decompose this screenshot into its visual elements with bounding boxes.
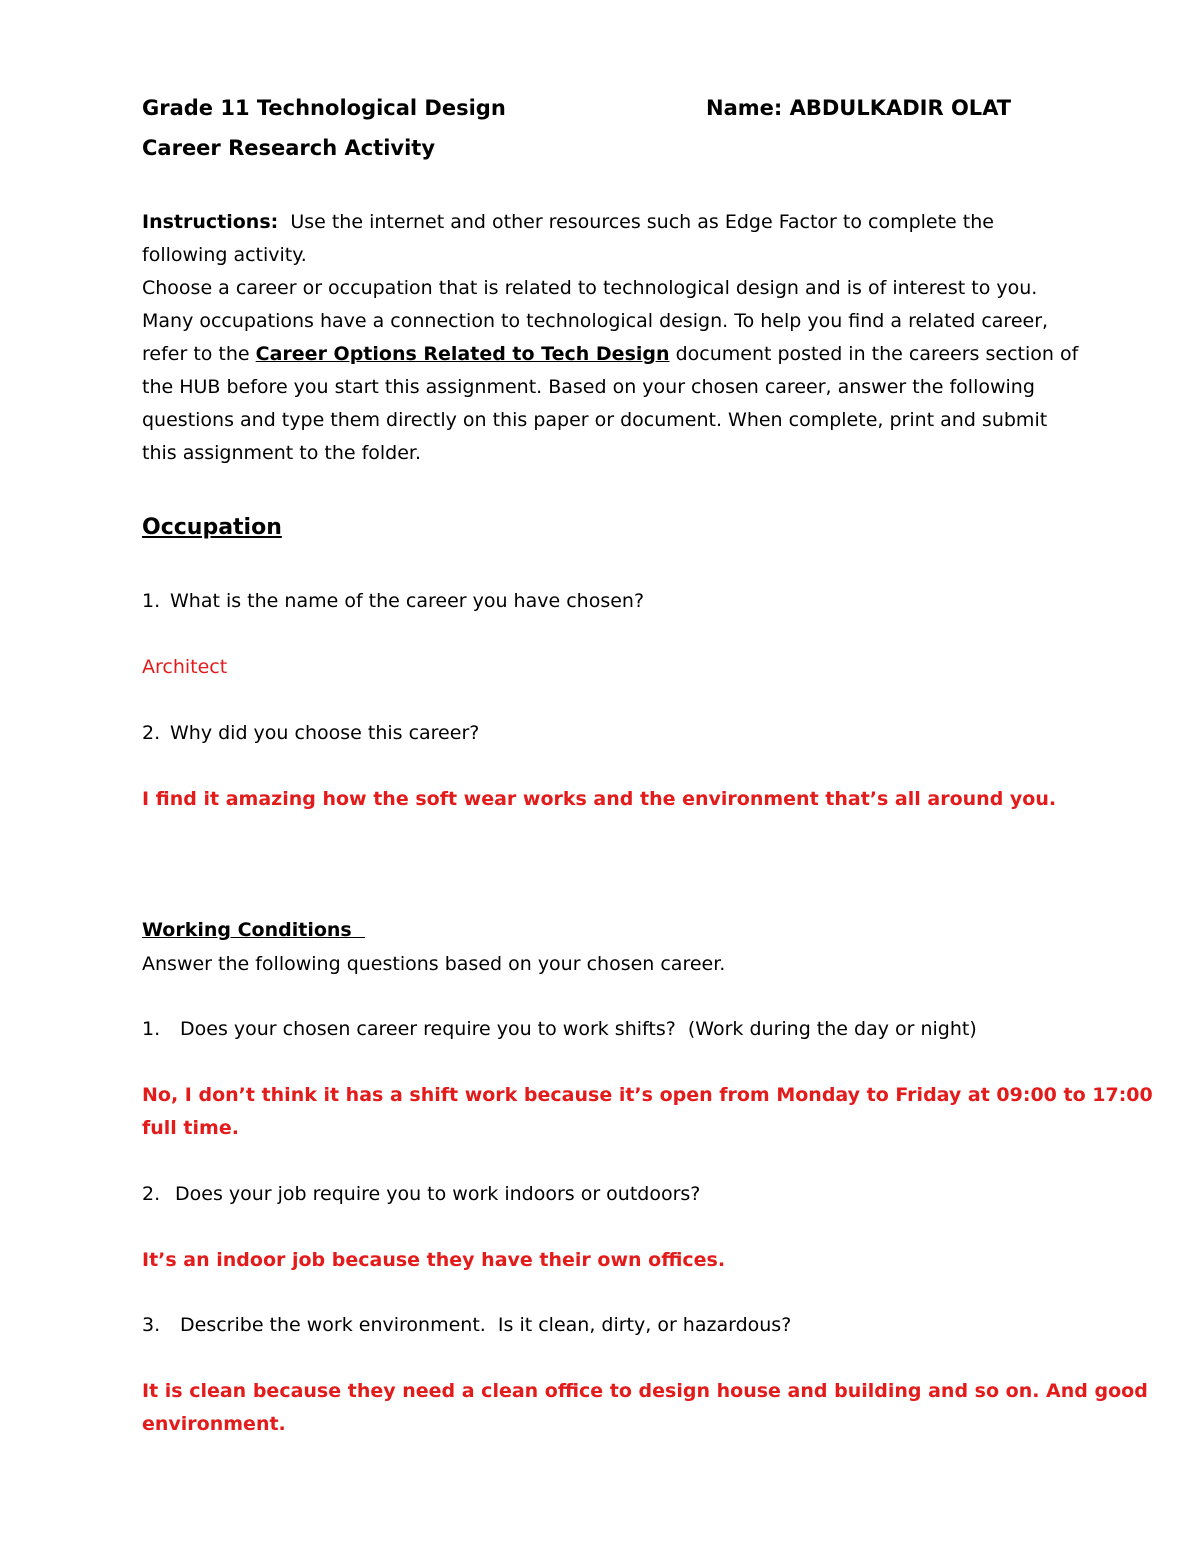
occupation-question-2: [142, 717, 479, 750]
working-conditions-heading: Working Conditions: [142, 919, 365, 941]
question-text: Why did you choose this career?: [170, 722, 480, 744]
instructions-line-7: questions and type them directly on this paper or document. When complete, print and submit: [142, 409, 1048, 431]
question-number: 1.: [142, 590, 161, 612]
working-question-2: [142, 1178, 700, 1211]
working-answer-3-line-1: It is clean because they need a clean office to design house and building and so on. And good: [142, 1380, 1148, 1402]
occupation-answer-2: I find it amazing how the soft wear works and the environment that’s all around you.: [142, 788, 1057, 810]
question-text: Does your job require you to work indoors or outdoors?: [175, 1183, 701, 1205]
course-title: Grade 11 Technological Design: [142, 96, 506, 120]
working-answer-1-line-1: No, I don’t think it has a shift work because it’s open from Monday to Friday at 09:00 to 17:00: [142, 1084, 1153, 1106]
instructions-line-5: [142, 338, 1078, 371]
question-text: Does your chosen career require you to work shifts? (Work during the day or night): [180, 1018, 977, 1040]
instructions-text-5b: document posted in the careers section of: [669, 343, 1079, 365]
working-answer-2: It’s an indoor job because they have their own offices.: [142, 1249, 726, 1271]
instructions-line-3: Choose a career or occupation that is related to technological design and is of interest to you.: [142, 277, 1038, 299]
instructions-line-1: [142, 206, 994, 239]
working-answer-1-line-2: full time.: [142, 1117, 239, 1139]
working-question-1: [142, 1013, 977, 1046]
instructions-text-1: Use the internet and other resources such as Edge Factor to complete the: [278, 211, 994, 233]
occupation-question-1: [142, 585, 644, 618]
working-question-3: [142, 1309, 791, 1342]
question-number: 2.: [142, 722, 161, 744]
occupation-answer-1: Architect: [142, 656, 228, 678]
instructions-label: Instructions:: [142, 211, 279, 233]
question-text: Describe the work environment. Is it clean, dirty, or hazardous?: [180, 1314, 792, 1336]
occupation-heading: Occupation: [142, 515, 282, 540]
career-options-document-link[interactable]: Career Options Related to Tech Design: [255, 343, 670, 365]
instructions-line-6: the HUB before you start this assignment. Based on your chosen career, answer the following: [142, 376, 1035, 398]
working-conditions-intro: Answer the following questions based on your chosen career.: [142, 953, 726, 975]
student-name: Name: ABDULKADIR OLAT: [706, 96, 1012, 120]
working-answer-3-line-2: environment.: [142, 1413, 286, 1435]
activity-title: Career Research Activity: [142, 136, 436, 160]
question-number: 3.: [142, 1314, 161, 1336]
instructions-line-2: following activity.: [142, 244, 307, 266]
instructions-text-5a: refer to the: [142, 343, 256, 365]
question-number: 1.: [142, 1018, 161, 1040]
question-text: What is the name of the career you have chosen?: [170, 590, 645, 612]
question-number: 2.: [142, 1183, 161, 1205]
instructions-line-8: this assignment to the folder.: [142, 442, 422, 464]
instructions-line-4: Many occupations have a connection to technological design. To help you find a related career,: [142, 310, 1049, 332]
